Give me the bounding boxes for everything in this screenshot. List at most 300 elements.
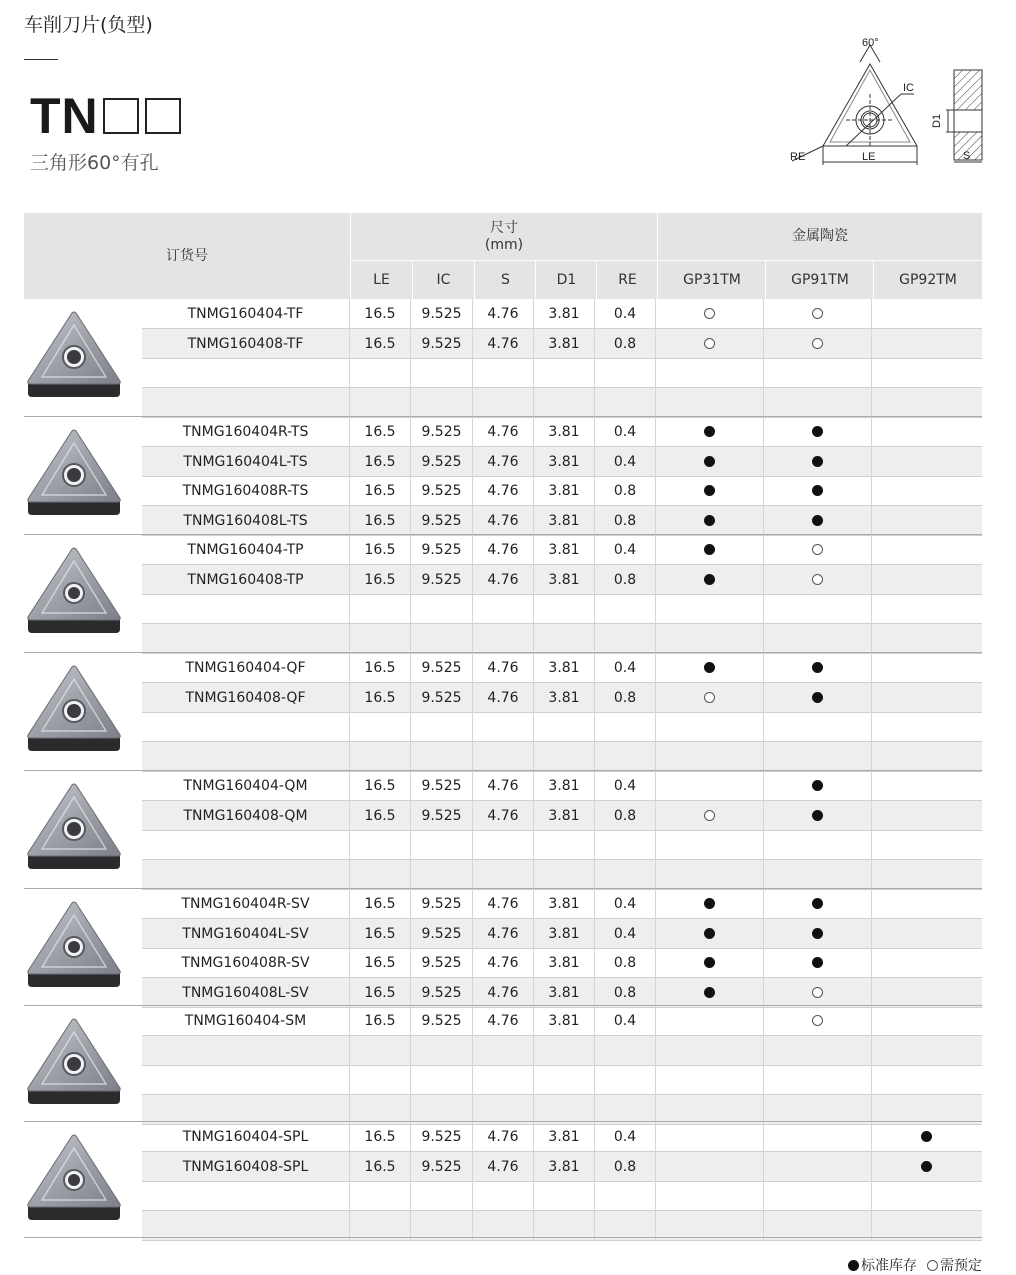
- s-value: [473, 1095, 534, 1124]
- code-prefix: TN: [30, 88, 99, 144]
- re-value: [595, 1065, 656, 1094]
- order-ring-icon: [812, 338, 823, 349]
- grade-cell-gp31tm: [656, 742, 764, 771]
- re-value: 0.8: [595, 948, 656, 977]
- grade-cell-gp92tm: [872, 476, 980, 505]
- grade-cell-gp31tm: [656, 889, 764, 918]
- grade-cell-gp91tm: [764, 358, 872, 387]
- grade-cell-gp92tm: [872, 712, 980, 741]
- re-value: 0.4: [595, 447, 656, 476]
- table-row: [142, 329, 982, 358]
- ic-value: 9.525: [411, 299, 473, 328]
- table-row-empty: [142, 830, 982, 859]
- order-code: TNMG160404R-TS: [142, 417, 350, 446]
- order-code: TNMG160408R-SV: [142, 948, 350, 977]
- grade-cell-gp91tm: [764, 476, 872, 505]
- order-code: [142, 830, 350, 859]
- grade-cell-gp92tm: [872, 1181, 980, 1210]
- order-code: [142, 742, 350, 771]
- grade-cell-gp31tm: [656, 830, 764, 859]
- stock-dot-icon: [812, 957, 823, 968]
- re-value: [595, 830, 656, 859]
- grade-cell-gp92tm: [872, 742, 980, 771]
- ic-value: [411, 1211, 473, 1240]
- table-row: [142, 801, 982, 830]
- order-code: [142, 1065, 350, 1094]
- le-value: [350, 388, 411, 417]
- d1-value: [534, 1036, 595, 1065]
- grade-cell-gp31tm: [656, 1211, 764, 1240]
- d1-value: [534, 860, 595, 889]
- order-code: TNMG160404-TF: [142, 299, 350, 328]
- order-code: [142, 1036, 350, 1065]
- table-row: [142, 1006, 982, 1035]
- grade-cell-gp91tm: [764, 653, 872, 682]
- le-value: 16.5: [350, 1122, 411, 1151]
- grade-cell-gp91tm: [764, 919, 872, 948]
- grade-cell-gp92tm: [872, 594, 980, 623]
- table-row: [142, 476, 982, 505]
- grade-cell-gp92tm: [872, 1065, 980, 1094]
- ic-value: 9.525: [411, 329, 473, 358]
- table-row-empty: [142, 1211, 982, 1240]
- s-value: 4.76: [473, 978, 534, 1007]
- s-value: 4.76: [473, 299, 534, 328]
- grade-cell-gp31tm: [656, 476, 764, 505]
- grade-cell-gp91tm: [764, 830, 872, 859]
- order-code: [142, 624, 350, 653]
- order-code: [142, 388, 350, 417]
- re-value: 0.4: [595, 535, 656, 564]
- ic-value: 9.525: [411, 506, 473, 535]
- le-value: [350, 1211, 411, 1240]
- grade-cell-gp92tm: [872, 948, 980, 977]
- ic-value: 9.525: [411, 447, 473, 476]
- le-value: [350, 594, 411, 623]
- table-row-empty: [142, 1095, 982, 1124]
- table-row-empty: [142, 1065, 982, 1094]
- ic-value: 9.525: [411, 417, 473, 446]
- grade-cell-gp92tm: [872, 978, 980, 1007]
- re-value: [595, 594, 656, 623]
- le-value: 16.5: [350, 889, 411, 918]
- s-value: 4.76: [473, 919, 534, 948]
- grade-cell-gp31tm: [656, 535, 764, 564]
- ic-value: [411, 830, 473, 859]
- grade-cell-gp91tm: [764, 417, 872, 446]
- stock-dot-icon: [704, 662, 715, 673]
- re-value: 0.4: [595, 653, 656, 682]
- re-label: RE: [790, 151, 806, 163]
- order-code: TNMG160404-SM: [142, 1006, 350, 1035]
- insert-image-spl: [22, 1132, 126, 1224]
- le-value: 16.5: [350, 329, 411, 358]
- grade-cell-gp91tm: [764, 978, 872, 1007]
- stock-dot-icon: [704, 898, 715, 909]
- grade-cell-gp92tm: [872, 565, 980, 594]
- grade-cell-gp31tm: [656, 1065, 764, 1094]
- ic-value: 9.525: [411, 683, 473, 712]
- s-value: [473, 624, 534, 653]
- re-value: 0.4: [595, 771, 656, 800]
- stock-dot-icon: [921, 1131, 932, 1142]
- table-row: [142, 565, 982, 594]
- grade-cell-gp31tm: [656, 358, 764, 387]
- order-code: TNMG160408-TF: [142, 329, 350, 358]
- grade-cell-gp91tm: [764, 1211, 872, 1240]
- s-value: [473, 712, 534, 741]
- re-value: [595, 860, 656, 889]
- order-code: TNMG160404-SPL: [142, 1122, 350, 1151]
- order-code: [142, 1211, 350, 1240]
- stock-dot-icon: [704, 515, 715, 526]
- re-value: 0.4: [595, 919, 656, 948]
- le-value: 16.5: [350, 447, 411, 476]
- ic-value: 9.525: [411, 801, 473, 830]
- s-value: 4.76: [473, 1006, 534, 1035]
- insert-image-tp: [22, 545, 126, 637]
- grade-cell-gp92tm: [872, 506, 980, 535]
- s-value: 4.76: [473, 948, 534, 977]
- le-value: 16.5: [350, 771, 411, 800]
- legend-stock: 标准库存: [861, 1258, 917, 1274]
- grade-cell-gp91tm: [764, 299, 872, 328]
- le-value: [350, 712, 411, 741]
- re-value: 0.8: [595, 565, 656, 594]
- order-code: TNMG160408-QF: [142, 683, 350, 712]
- table-row-empty: [142, 358, 982, 387]
- grade-cell-gp31tm: [656, 594, 764, 623]
- col-header-d1: D1: [556, 271, 577, 288]
- ic-value: 9.525: [411, 653, 473, 682]
- order-code: [142, 1095, 350, 1124]
- table-row: [142, 978, 982, 1007]
- grade-cell-gp31tm: [656, 948, 764, 977]
- grade-cell-gp31tm: [656, 1122, 764, 1151]
- grade-cell-gp31tm: [656, 624, 764, 653]
- s-value: 4.76: [473, 506, 534, 535]
- le-value: 16.5: [350, 801, 411, 830]
- ceramic-header: 金属陶瓷: [792, 228, 848, 244]
- d1-value: 3.81: [534, 565, 595, 594]
- grade-cell-gp92tm: [872, 299, 980, 328]
- d1-value: 3.81: [534, 978, 595, 1007]
- s-value: [473, 1211, 534, 1240]
- order-code: TNMG160404-QM: [142, 771, 350, 800]
- d1-value: [534, 1065, 595, 1094]
- grade-cell-gp31tm: [656, 801, 764, 830]
- grade-cell-gp31tm: [656, 653, 764, 682]
- table-row-empty: [142, 1181, 982, 1210]
- d1-value: 3.81: [534, 889, 595, 918]
- grade-cell-gp91tm: [764, 712, 872, 741]
- grade-cell-gp31tm: [656, 860, 764, 889]
- order-code: TNMG160404L-SV: [142, 919, 350, 948]
- grade-cell-gp31tm: [656, 683, 764, 712]
- order-ring-icon: [927, 1260, 938, 1271]
- s-value: 4.76: [473, 801, 534, 830]
- grade-cell-gp31tm: [656, 1095, 764, 1124]
- ic-value: [411, 388, 473, 417]
- re-value: 0.8: [595, 329, 656, 358]
- d1-value: 3.81: [534, 447, 595, 476]
- header-rule: [24, 59, 58, 60]
- s-value: [473, 594, 534, 623]
- grade-cell-gp31tm: [656, 329, 764, 358]
- stock-dot-icon: [812, 426, 823, 437]
- s-value: [473, 1181, 534, 1210]
- d1-value: [534, 1181, 595, 1210]
- grade-cell-gp91tm: [764, 742, 872, 771]
- grade-cell-gp91tm: [764, 624, 872, 653]
- d1-value: [534, 358, 595, 387]
- grade-cell-gp92tm: [872, 683, 980, 712]
- grade-cell-gp92tm: [872, 1006, 980, 1035]
- col-header-re: RE: [618, 271, 637, 288]
- ic-value: [411, 624, 473, 653]
- d1-value: [534, 830, 595, 859]
- s-value: [473, 1065, 534, 1094]
- grade-cell-gp31tm: [656, 712, 764, 741]
- grade-cell-gp31tm: [656, 1181, 764, 1210]
- stock-dot-icon: [812, 898, 823, 909]
- s-value: [473, 1036, 534, 1065]
- d1-value: 3.81: [534, 1152, 595, 1181]
- insert-image-sm: [22, 1016, 126, 1108]
- stock-dot-icon: [812, 692, 823, 703]
- le-value: [350, 860, 411, 889]
- grade-cell-gp91tm: [764, 1006, 872, 1035]
- grade-cell-gp91tm: [764, 948, 872, 977]
- grade-cell-gp31tm: [656, 919, 764, 948]
- re-value: 0.8: [595, 1152, 656, 1181]
- re-value: 0.8: [595, 476, 656, 505]
- col-header-s: S: [501, 271, 510, 288]
- grade-cell-gp31tm: [656, 978, 764, 1007]
- grade-cell-gp91tm: [764, 1181, 872, 1210]
- grade-cell-gp31tm: [656, 417, 764, 446]
- le-value: 16.5: [350, 565, 411, 594]
- le-value: 16.5: [350, 1152, 411, 1181]
- grade-cell-gp91tm: [764, 594, 872, 623]
- d1-value: 3.81: [534, 535, 595, 564]
- le-value: 16.5: [350, 506, 411, 535]
- order-code: [142, 1181, 350, 1210]
- table-row: [142, 1122, 982, 1151]
- s-label: S: [963, 150, 971, 162]
- re-value: [595, 358, 656, 387]
- table-row: [142, 919, 982, 948]
- grade-cell-gp92tm: [872, 889, 980, 918]
- grade-header-gp31tm: GP31TM: [683, 271, 741, 288]
- table-row-empty: [142, 388, 982, 417]
- ic-value: 9.525: [411, 565, 473, 594]
- re-value: [595, 1095, 656, 1124]
- insert-dimension-diagram: [786, 34, 921, 169]
- insert-side-view: [926, 64, 986, 166]
- stock-dot-icon: [812, 780, 823, 791]
- stock-dot-icon: [704, 426, 715, 437]
- ic-value: [411, 1095, 473, 1124]
- d1-value: 3.81: [534, 948, 595, 977]
- d1-value: [534, 1211, 595, 1240]
- grade-cell-gp31tm: [656, 388, 764, 417]
- grade-cell-gp91tm: [764, 506, 872, 535]
- table-row: [142, 653, 982, 682]
- grade-cell-gp91tm: [764, 388, 872, 417]
- insert-image-qm: [22, 781, 126, 873]
- ic-value: 9.525: [411, 771, 473, 800]
- table-row: [142, 948, 982, 977]
- table-row-empty: [142, 1036, 982, 1065]
- grade-cell-gp92tm: [872, 417, 980, 446]
- order-ring-icon: [704, 338, 715, 349]
- ic-value: 9.525: [411, 1006, 473, 1035]
- s-value: 4.76: [473, 417, 534, 446]
- stock-dot-icon: [812, 515, 823, 526]
- re-value: [595, 742, 656, 771]
- le-value: [350, 1065, 411, 1094]
- grade-cell-gp91tm: [764, 889, 872, 918]
- ic-value: 9.525: [411, 535, 473, 564]
- insert-image-qf: [22, 663, 126, 755]
- s-value: [473, 742, 534, 771]
- grade-cell-gp92tm: [872, 1211, 980, 1240]
- le-value: 16.5: [350, 653, 411, 682]
- stock-dot-icon: [812, 810, 823, 821]
- stock-dot-icon: [812, 456, 823, 467]
- insert-image-tf: [22, 309, 126, 401]
- re-value: [595, 388, 656, 417]
- s-value: 4.76: [473, 329, 534, 358]
- s-value: 4.76: [473, 1122, 534, 1151]
- grade-cell-gp92tm: [872, 830, 980, 859]
- table-row-empty: [142, 712, 982, 741]
- order-code: TNMG160408-TP: [142, 565, 350, 594]
- grade-header-gp92tm: GP92TM: [899, 271, 957, 288]
- d1-value: 3.81: [534, 919, 595, 948]
- grade-cell-gp92tm: [872, 653, 980, 682]
- le-value: [350, 358, 411, 387]
- grade-cell-gp92tm: [872, 624, 980, 653]
- order-ring-icon: [704, 810, 715, 821]
- stock-dot-icon: [704, 456, 715, 467]
- subtitle: 三角形60°有孔: [30, 152, 159, 174]
- s-value: [473, 860, 534, 889]
- table-header: [24, 213, 982, 299]
- d1-value: [534, 624, 595, 653]
- grade-header-gp91tm: GP91TM: [791, 271, 849, 288]
- s-value: 4.76: [473, 683, 534, 712]
- d1-value: 3.81: [534, 801, 595, 830]
- d1-value: [534, 388, 595, 417]
- order-code: [142, 712, 350, 741]
- d1-value: 3.81: [534, 476, 595, 505]
- order-code: TNMG160408-QM: [142, 801, 350, 830]
- re-value: [595, 1181, 656, 1210]
- grade-cell-gp91tm: [764, 1065, 872, 1094]
- grade-cell-gp92tm: [872, 1036, 980, 1065]
- grade-cell-gp92tm: [872, 860, 980, 889]
- order-code: TNMG160408L-SV: [142, 978, 350, 1007]
- legend: [848, 1255, 982, 1275]
- le-value: 16.5: [350, 919, 411, 948]
- re-value: 0.8: [595, 506, 656, 535]
- le-value: [350, 1095, 411, 1124]
- order-ring-icon: [812, 544, 823, 555]
- d1-value: [534, 594, 595, 623]
- re-value: 0.8: [595, 978, 656, 1007]
- s-value: 4.76: [473, 565, 534, 594]
- grade-cell-gp31tm: [656, 1006, 764, 1035]
- order-code: [142, 358, 350, 387]
- grade-cell-gp31tm: [656, 565, 764, 594]
- stock-dot-icon: [704, 928, 715, 939]
- grade-cell-gp92tm: [872, 535, 980, 564]
- grade-cell-gp31tm: [656, 299, 764, 328]
- d1-value: 3.81: [534, 683, 595, 712]
- table-row: [142, 535, 982, 564]
- grade-cell-gp91tm: [764, 1152, 872, 1181]
- stock-dot-icon: [704, 485, 715, 496]
- d1-value: [534, 742, 595, 771]
- s-value: [473, 358, 534, 387]
- le-value: [350, 830, 411, 859]
- order-ring-icon: [812, 987, 823, 998]
- table-row: [142, 889, 982, 918]
- ic-value: 9.525: [411, 948, 473, 977]
- re-value: 0.4: [595, 1122, 656, 1151]
- grade-cell-gp92tm: [872, 919, 980, 948]
- stock-dot-icon: [812, 485, 823, 496]
- s-value: 4.76: [473, 447, 534, 476]
- order-code: TNMG160404-QF: [142, 653, 350, 682]
- re-value: [595, 712, 656, 741]
- re-value: 0.4: [595, 1006, 656, 1035]
- grade-cell-gp31tm: [656, 1036, 764, 1065]
- d1-value: 3.81: [534, 417, 595, 446]
- grade-cell-gp91tm: [764, 771, 872, 800]
- table-row-empty: [142, 624, 982, 653]
- ic-value: [411, 860, 473, 889]
- stock-dot-icon: [812, 928, 823, 939]
- grade-cell-gp91tm: [764, 683, 872, 712]
- legend-order: 需预定: [940, 1258, 982, 1274]
- order-ring-icon: [812, 1015, 823, 1026]
- col-header-le: LE: [373, 271, 390, 288]
- ic-value: 9.525: [411, 1152, 473, 1181]
- d1-label: D1: [931, 113, 943, 128]
- grade-cell-gp92tm: [872, 388, 980, 417]
- grade-cell-gp92tm: [872, 329, 980, 358]
- ic-value: 9.525: [411, 919, 473, 948]
- le-value: [350, 1181, 411, 1210]
- s-value: 4.76: [473, 889, 534, 918]
- header-title: 车削刀片(负型): [24, 14, 153, 36]
- le-value: 16.5: [350, 417, 411, 446]
- order-code: [142, 860, 350, 889]
- stock-dot-icon: [812, 662, 823, 673]
- order-code: TNMG160408R-TS: [142, 476, 350, 505]
- le-value: 16.5: [350, 535, 411, 564]
- col-header-ic: IC: [436, 271, 451, 288]
- table-row: [142, 771, 982, 800]
- d1-value: [534, 712, 595, 741]
- grade-cell-gp91tm: [764, 801, 872, 830]
- grade-cell-gp31tm: [656, 447, 764, 476]
- table-row-empty: [142, 860, 982, 889]
- grade-cell-gp92tm: [872, 771, 980, 800]
